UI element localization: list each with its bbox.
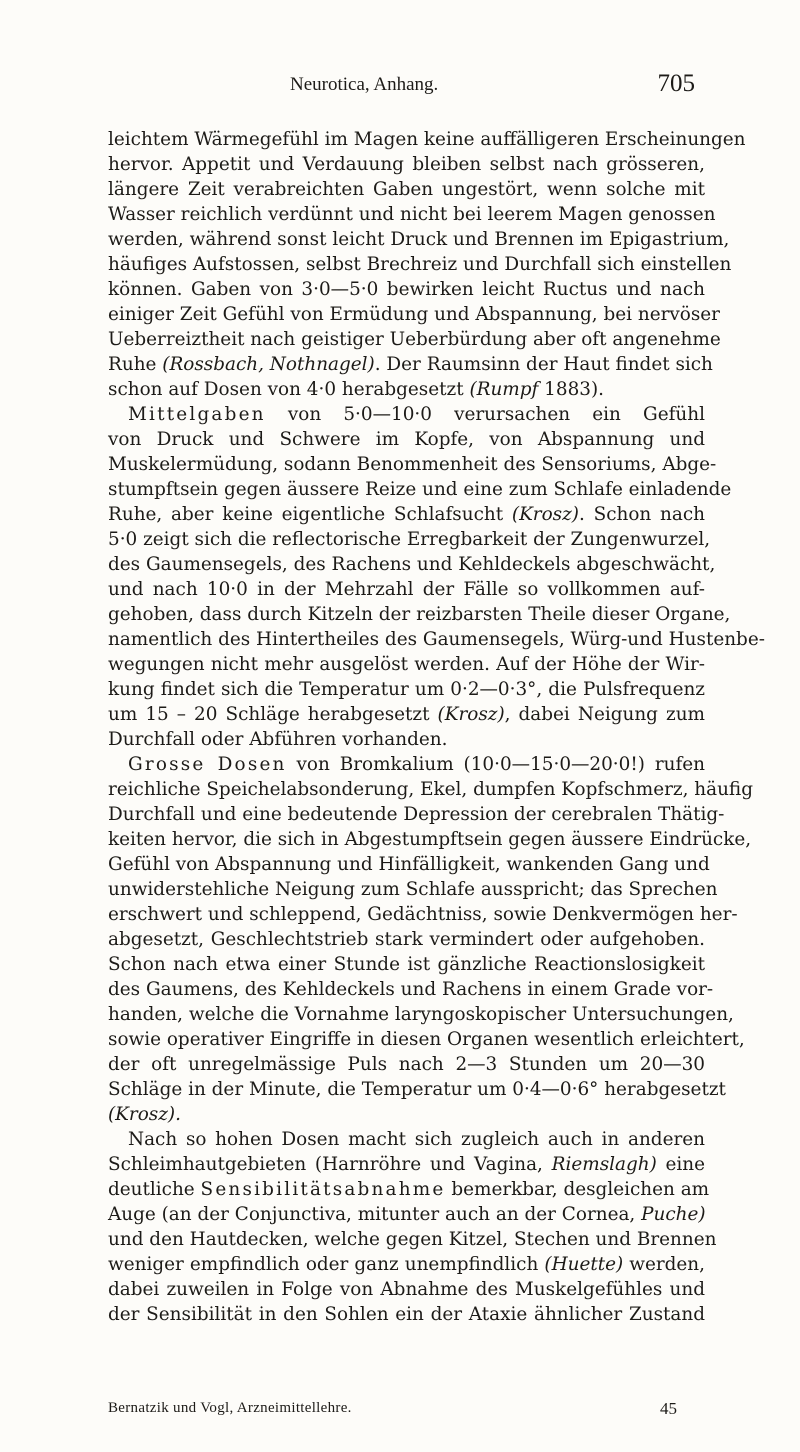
- text-line: Durchfall und eine bedeutende Depression der cerebralen Thätig-: [108, 804, 725, 825]
- text-span: von Bromkalium (10·0—15·0—20·0!) rufen: [286, 754, 705, 775]
- text-span: 1883).: [538, 379, 604, 400]
- footer-signature: Bernatzik und Vogl, Arzneimittellehre.: [108, 1400, 352, 1416]
- citation-line: (Krosz).: [108, 1104, 181, 1125]
- text-line: abgesetzt, Geschlechtstrieb stark vermindert oder aufgehoben.: [108, 929, 705, 950]
- text-span: . Der Raumsinn der Haut findet sich: [374, 354, 713, 375]
- text-line: reichliche Speichelabsonderung, Ekel, dumpfen Kopfschmerz, häufig: [108, 779, 753, 800]
- text-line: stumpftsein gegen äussere Reize und eine zum Schlafe einladende: [108, 479, 732, 500]
- text-line: namentlich des Hintertheiles des Gaumensegels, Würg-und Hustenbe-: [108, 629, 765, 650]
- text-line: [108, 502, 705, 527]
- text-line: von Druck und Schwere im Kopfe, von Abspannung und: [108, 429, 705, 450]
- text-line: [108, 1152, 705, 1177]
- text-line: [108, 1202, 705, 1227]
- text-span: und den Hautdecken, welche gegen Kitzel, Stechen und Brennen: [108, 1229, 717, 1250]
- text-line: Nach so hohen Dosen macht sich zugleich auch in anderen: [128, 1129, 705, 1150]
- text-line: erschwert und schleppend, Gedächtniss, sowie Denkvermögen her-: [108, 904, 738, 925]
- citation: Riemslagh): [551, 1154, 657, 1175]
- text-line: [108, 402, 705, 427]
- text-line: Schon nach etwa einer Stunde ist gänzliche Reactionslosigkeit: [108, 954, 705, 975]
- text-line: sowie operativer Eingriffe in diesen Organen wesentlich erleichtert,: [108, 1029, 745, 1050]
- text-span: deutliche: [108, 1179, 201, 1200]
- text-span: von 5·0—10·0 verursachen ein Gefühl: [265, 404, 705, 425]
- text-span: um 15 – 20 Schläge herabgesetzt: [108, 704, 438, 725]
- emphasis-spaced: Grosse Dosen: [128, 754, 287, 775]
- text-line: längere Zeit verabreichten Gaben ungestört, wenn solche mit: [108, 179, 705, 200]
- text-line: Gefühl von Abspannung und Hinfälligkeit, wankenden Gang und: [108, 854, 710, 875]
- text-span: Ruhe: [108, 354, 163, 375]
- citation: (Krosz): [511, 504, 579, 525]
- text-line: kung findet sich die Temperatur um 0·2—0·3°, die Pulsfrequenz: [108, 679, 705, 700]
- text-line: handen, welche die Vornahme laryngoskopischer Untersuchungen,: [108, 1004, 734, 1025]
- emphasis-spaced: Mittelgaben: [128, 404, 266, 425]
- text-line: Durchfall oder Abführen vorhanden.: [108, 729, 448, 750]
- text-line: können. Gaben von 3·0—5·0 bewirken leicht Ructus und nach: [108, 279, 705, 300]
- text-span: schon auf Dosen von 4·0 herabgesetzt: [108, 379, 470, 400]
- text-line: Ueberreiztheit nach geistiger Ueberbürdung aber oft angenehme: [108, 329, 721, 350]
- text-span: , dabei Neigung zum: [504, 704, 705, 725]
- text-line: [108, 702, 705, 727]
- text-line: Schläge in der Minute, die Temperatur um 0·4—0·6° herabgesetzt: [108, 1079, 726, 1100]
- text-line: der Sensibilität in den Sohlen ein der Ataxie ähnlicher Zustand: [108, 1304, 705, 1325]
- citation: (Krosz): [437, 704, 505, 725]
- text-line: Muskelermüdung, sodann Benommenheit des Sensoriums, Abge-: [108, 454, 717, 475]
- text-line: einiger Zeit Gefühl von Ermüdung und Abspannung, bei nervöser: [108, 304, 720, 325]
- page-number: 705: [657, 70, 695, 97]
- text-span: werden,: [623, 1254, 706, 1275]
- text-line: [108, 377, 705, 402]
- text-line: unwiderstehliche Neigung zum Schlafe ausspricht; das Sprechen: [108, 879, 718, 900]
- text-line: [108, 352, 713, 377]
- emphasis-spaced: Sensibilitätsabnahme: [200, 1179, 446, 1200]
- text-line: werden, während sonst leicht Druck und Brennen im Epigastrium,: [108, 229, 730, 250]
- text-line: der oft unregelmässige Puls nach 2—3 Stunden um 20—30: [108, 1054, 705, 1075]
- text-line: hervor. Appetit und Verdauung bleiben selbst nach grösseren,: [108, 154, 705, 175]
- text-line: [108, 1227, 717, 1252]
- text-line: und nach 10·0 in der Mehrzahl der Fälle so vollkommen auf-: [108, 579, 705, 600]
- text-line: des Gaumens, des Kehldeckels und Rachens in einem Grade vor-: [108, 979, 714, 1000]
- body-text: [108, 127, 765, 1327]
- text-span: weniger empfindlich oder ganz unempfindlich: [108, 1254, 545, 1275]
- text-span: eine: [656, 1154, 706, 1175]
- signature-mark: 45: [660, 1399, 677, 1418]
- citation: Puche): [641, 1204, 706, 1225]
- text-line: gehoben, dass durch Kitzeln der reizbarsten Theile dieser Organe,: [108, 604, 731, 625]
- text-line: wegungen nicht mehr ausgelöst werden. Auf der Höhe der Wir-: [108, 654, 705, 675]
- text-span: . Schon nach: [578, 504, 706, 525]
- text-line: [108, 1177, 710, 1202]
- text-line: des Gaumensegels, des Rachens und Kehldeckels abgeschwächt,: [108, 554, 716, 575]
- citation: (Rossbach, Nothnagel): [162, 354, 375, 375]
- running-title: Neurotica, Anhang.: [290, 74, 439, 95]
- text-span: Schleimhautgebieten (Harnröhre und Vagina,: [108, 1154, 552, 1175]
- text-line: [108, 752, 705, 777]
- citation: (Huette): [544, 1254, 624, 1275]
- text-line: häufiges Aufstossen, selbst Brechreiz und Durchfall sich einstellen: [108, 254, 732, 275]
- text-line: Wasser reichlich verdünnt und nicht bei leerem Magen genossen: [108, 204, 716, 225]
- text-span: Auge (an der Conjunctiva, mitunter auch an der Cornea,: [108, 1204, 642, 1225]
- text-span: Ruhe, aber keine eigentliche Schlafsucht: [108, 504, 512, 525]
- text-line: leichtem Wärmegefühl im Magen keine auffälligeren Erscheinungen: [108, 129, 746, 150]
- citation: (Rumpf: [469, 379, 539, 400]
- text-line: dabei zuweilen in Folge von Abnahme des Muskelgefühles und: [108, 1279, 705, 1300]
- text-line: [108, 1252, 705, 1277]
- text-line: keiten hervor, die sich in Abgestumpftsein gegen äussere Eindrücke,: [108, 829, 752, 850]
- text-span: bemerkbar, desgleichen am: [445, 1179, 710, 1200]
- text-line: 5·0 zeigt sich die reflectorische Erregbarkeit der Zungenwurzel,: [108, 529, 711, 550]
